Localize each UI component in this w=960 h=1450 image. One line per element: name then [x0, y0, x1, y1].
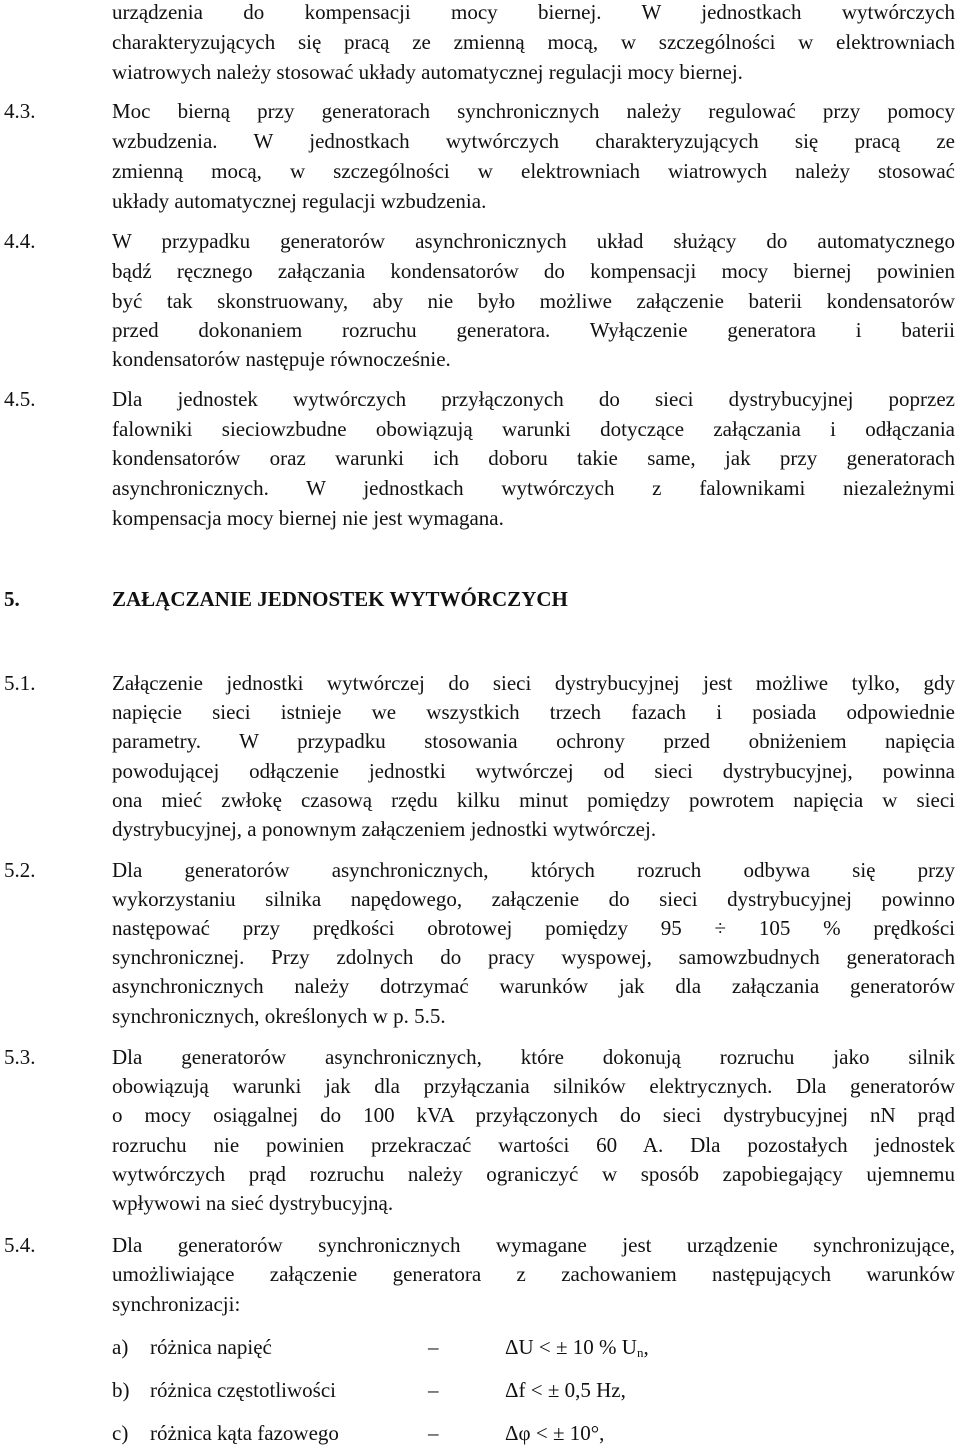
text-line: obowiązują warunki jak dla przyłączania silników elektrycznych. Dla generatorów [112, 1074, 955, 1098]
text-line: Moc bierną przy generatorach synchronicznych należy regulować przy pomocy [112, 99, 955, 123]
text-line: Dla generatorów synchronicznych wymagane jest urządzenie synchronizujące, [112, 1233, 955, 1257]
list-item-text: różnica napięć [150, 1335, 272, 1359]
section-number: 5. [4, 587, 20, 611]
paragraph-number: 4.4. [4, 229, 36, 253]
text-line: Dla jednostek wytwórczych przyłączonych do sieci dystrybucyjnej poprzez [112, 387, 955, 411]
list-item [112, 1418, 339, 1448]
text-line: przed dokonaniem rozruchu generatora. Wyłączenie generatora i baterii [112, 318, 955, 342]
text-line: Załączenie jednostki wytwórczej do sieci dystrybucyjnej jest możliwe tylko, gdy [112, 671, 955, 695]
paragraph-number: 4.3. [4, 99, 36, 123]
text-line: dystrybucyjnej, a ponownym załączeniem jednostki wytwórczej. [112, 817, 657, 841]
text-line: W przypadku generatorów asynchronicznych układ służący do automatycznego [112, 229, 955, 253]
text-line: synchronizacji: [112, 1292, 241, 1316]
text-line: wykorzystaniu silnika napędowego, załączenie do sieci dystrybucyjnej powinno [112, 887, 955, 911]
text-line: asynchronicznych należy dotrzymać warunków jak dla załączania generatorów [112, 974, 955, 998]
formula-main: ΔU < ± 10 % U [505, 1335, 637, 1359]
list-item-label: b) [112, 1378, 130, 1402]
text-line: kondensatorów oraz warunki ich doboru takie same, jak przy generatorach [112, 446, 955, 470]
list-item-dash: – [428, 1335, 439, 1359]
text-line: bądź ręcznego załączania kondensatorów do kompensacji mocy biernej powinien [112, 259, 955, 283]
text-line: układy automatycznej regulacji wzbudzenia. [112, 189, 487, 213]
text-line: kompensacja mocy biernej nie jest wymagana. [112, 506, 504, 530]
text-line: wytwórczych prąd rozruchu należy ograniczyć w sposób zapobiegający ujemnemu [112, 1162, 955, 1186]
section-title: ZAŁĄCZANIE JEDNOSTEK WYTWÓRCZYCH [112, 587, 568, 611]
text-line: kondensatorów następuje równocześnie. [112, 347, 451, 371]
paragraph-number: 5.4. [4, 1233, 36, 1257]
text-line: wpływowi na sieć dystrybucyjną. [112, 1191, 394, 1215]
paragraph-number: 5.2. [4, 858, 36, 882]
list-item-dash: – [428, 1378, 439, 1402]
text-line: następować przy prędkości obrotowej pomiędzy 95 ÷ 105 % prędkości [112, 916, 955, 940]
list-item-dash: – [428, 1421, 439, 1445]
text-line: Dla generatorów asynchronicznych, których rozruch odbywa się przy [112, 858, 955, 882]
list-item-formula [505, 1332, 649, 1368]
list-item-text: różnica kąta fazowego [150, 1421, 339, 1445]
text-line: asynchronicznych. W jednostkach wytwórczych z falownikami niezależnymi [112, 476, 955, 500]
text-line: zmienną mocą, w szczególności w elektrowniach wiatrowych należy stosować [112, 159, 955, 183]
list-item-formula: Δf < ± 0,5 Hz, [505, 1378, 626, 1402]
text-line: synchronicznej. Przy zdolnych do pracy wyspowej, samowzbudnych generatorach [112, 945, 955, 969]
text-line: być tak skonstruowany, aby nie było możliwe załączenie baterii kondensatorów [112, 289, 955, 313]
list-item [112, 1375, 336, 1405]
text-line: napięcie sieci istnieje we wszystkich trzech fazach i posiada odpowiednie [112, 700, 955, 724]
text-line: parametry. W przypadku stosowania ochrony przed obniżeniem napięcia [112, 729, 955, 753]
text-line: falowniki sieciowzbudne obowiązują warunki dotyczące załączania i odłączania [112, 417, 955, 441]
section-heading [4, 584, 568, 614]
text-line: Dla generatorów asynchronicznych, które dokonują rozruchu jako silnik [112, 1045, 955, 1069]
text-line: wzbudzenia. W jednostkach wytwórczych charakteryzujących się pracą ze [112, 129, 955, 153]
text-line: powodującej odłączenie jednostki wytwórczej od sieci dystrybucyjnej, powinna [112, 759, 955, 783]
list-item-formula: Δφ < ± 10°, [505, 1421, 605, 1445]
list-item-text: różnica częstotliwości [150, 1378, 337, 1402]
text-line: rozruchu nie powinien przekraczać wartości 60 A. Dla pozostałych jednostek [112, 1133, 955, 1157]
text-line: charakteryzujących się pracą ze zmienną mocą, w szczególności w elektrowniach [112, 30, 955, 54]
list-item-label: c) [112, 1421, 129, 1445]
text-line: ona mieć zwłokę czasową rzędu kilku minut pomiędzy powrotem napięcia w sieci [112, 788, 955, 812]
paragraph-number: 5.1. [4, 671, 36, 695]
formula-tail: , [643, 1335, 649, 1359]
list-item [112, 1332, 272, 1362]
paragraph-number: 4.5. [4, 387, 36, 411]
text-line: umożliwiające załączenie generatora z zachowaniem następujących warunków [112, 1262, 955, 1286]
text-line: urządzenia do kompensacji mocy biernej. W jednostkach wytwórczych [112, 0, 955, 24]
text-line: wiatrowych należy stosować układy automatycznej regulacji mocy biernej. [112, 60, 743, 84]
text-line: synchronicznych, określonych w p. 5.5. [112, 1004, 446, 1028]
list-item-label: a) [112, 1335, 129, 1359]
text-line: o mocy osiągalnej do 100 kVA przyłączonych do sieci dystrybucyjnej nN prąd [112, 1103, 955, 1127]
formula-subscript: n [636, 1345, 644, 1360]
paragraph-number: 5.3. [4, 1045, 36, 1069]
